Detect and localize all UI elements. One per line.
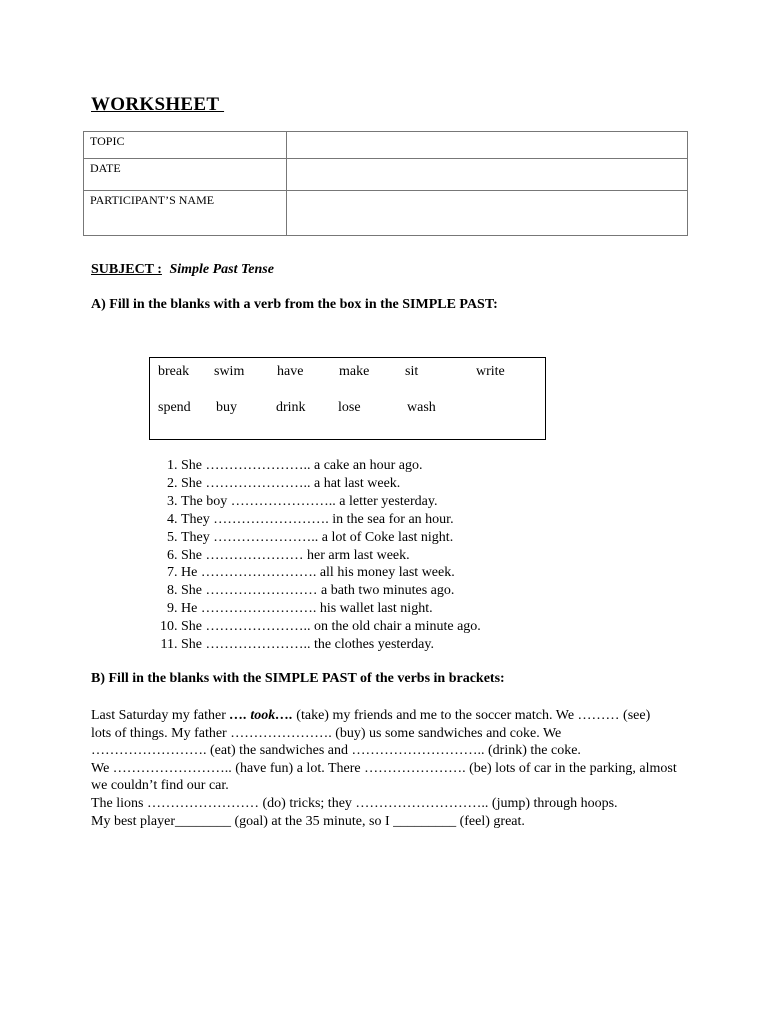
exercise-item: 7. He ……………………. all his money last week. (181, 564, 481, 582)
line1-before: Last Saturday my father (91, 708, 230, 723)
topic-field[interactable] (287, 132, 688, 159)
exercise-item: 1. She ………………….. a cake an hour ago. (181, 457, 481, 475)
section-a-heading: A) Fill in the blanks with a verb from the box in the SIMPLE PAST: (91, 297, 498, 312)
section-b-paragraph (91, 707, 691, 830)
word-box-word: wash (407, 400, 436, 415)
paragraph-line-2: lots of things. My father …………………. (buy) us some sandwiches and coke. We (91, 725, 562, 741)
verb-word-box (149, 357, 546, 440)
topic-label: TOPIC (84, 132, 287, 159)
word-box-word: sit (405, 364, 419, 379)
section-b-heading: B) Fill in the blanks with the SIMPLE PAST of the verbs in brackets: (91, 671, 505, 686)
participant-name-row (84, 191, 688, 236)
paragraph-line-6: My best player________ (goal) at the 35 minute, so I _________ (feel) great. (91, 813, 525, 829)
exercise-item: 8. She …………………… a bath two minutes ago. (181, 582, 481, 600)
participant-info-table (83, 131, 688, 236)
word-box-word: buy (216, 400, 237, 415)
paragraph-line-1 (91, 707, 691, 725)
exercise-item: 11. She ………………….. the clothes yesterday. (181, 636, 481, 654)
paragraph-line-4: We …………………….. (have fun) a lot. There …………………. (be) lots of car in the parking, almost we couldn’t find our car. (91, 760, 677, 794)
word-box-word: lose (338, 400, 361, 415)
paragraph-line-5: The lions …………………… (do) tricks; they ……………………….. (jump) through hoops. (91, 795, 618, 811)
date-field[interactable] (287, 159, 688, 191)
date-row (84, 159, 688, 191)
topic-row (84, 132, 688, 159)
word-box-word: spend (158, 400, 191, 415)
word-box-word: make (339, 364, 370, 379)
subject-label: SUBJECT : (91, 262, 162, 277)
word-box-word: drink (276, 400, 306, 415)
word-box-word: write (476, 364, 505, 379)
paragraph-line-3: ……………………. (eat) the sandwiches and ……………………….. (drink) the coke. (91, 743, 581, 759)
exercise-item: 6. She ………………… her arm last week. (181, 547, 481, 565)
subject-line (91, 262, 274, 278)
example-answer: …. took…. (229, 708, 293, 723)
exercise-item: 9. He ……………………. his wallet last night. (181, 600, 481, 618)
worksheet-title: WORKSHEET (91, 94, 225, 115)
word-box-word: have (277, 364, 304, 379)
exercise-item: 2. She ………………….. a hat last week. (181, 475, 481, 493)
exercise-item: 4. They ……………………. in the sea for an hour. (181, 511, 481, 529)
exercise-item: 3. The boy ………………….. a letter yesterday. (181, 493, 481, 511)
date-label: DATE (84, 159, 287, 191)
word-box-word: swim (214, 364, 245, 379)
exercise-item: 10. She ………………….. on the old chair a minute ago. (181, 618, 481, 636)
participant-name-field[interactable] (287, 191, 688, 236)
exercise-item: 5. They ………………….. a lot of Coke last night. (181, 529, 481, 547)
participant-name-label: PARTICIPANT’S NAME (84, 191, 287, 236)
exercise-a-list (156, 457, 481, 654)
word-box-word: break (158, 364, 190, 379)
subject-value: Simple Past Tense (169, 262, 274, 277)
line1-after: (take) my friends and me to the soccer match. We ……… (see) (292, 708, 651, 723)
